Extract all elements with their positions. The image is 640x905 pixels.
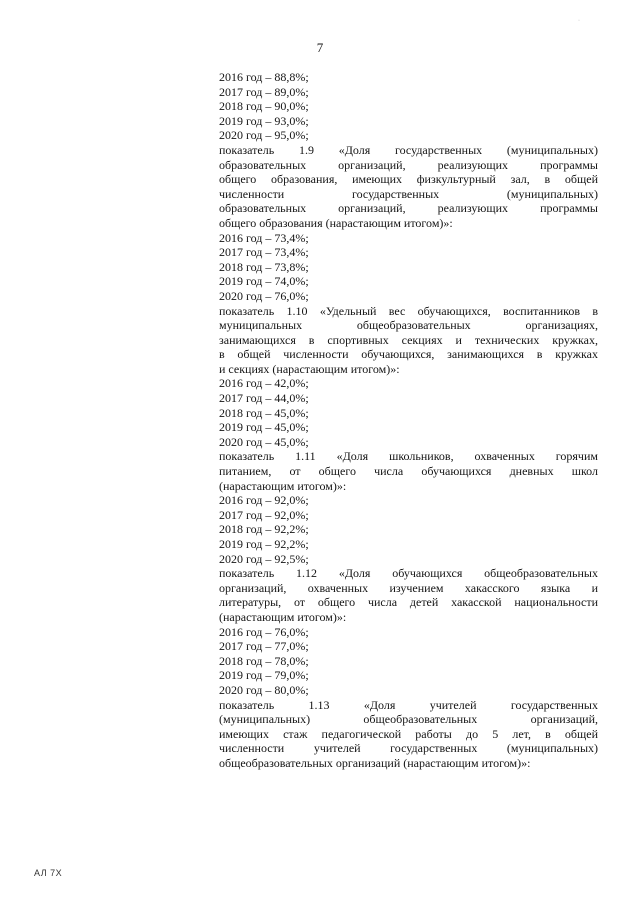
text-line: (нарастающим итогом)»: xyxy=(219,478,347,493)
year-value-line: 2020 год – 80,0%; xyxy=(219,682,309,697)
document-body xyxy=(219,70,598,771)
text-line: показатель 1.9 «Доля государственных (муниципальных) xyxy=(219,142,598,157)
text-line: и секциях (нарастающим итогом)»: xyxy=(219,361,400,376)
text-line: организаций, охваченных изучением хакасского языка и xyxy=(219,580,598,595)
year-value-line: 2016 год – 42,0%; xyxy=(219,376,309,391)
year-value-line: 2017 год – 92,0%; xyxy=(219,507,309,522)
year-value-line: 2020 год – 95,0%; xyxy=(219,128,309,143)
year-value-line: 2019 год – 74,0%; xyxy=(219,274,309,289)
text-line: общего образования, имеющих физкультурный зал, в общей xyxy=(219,172,598,187)
text-line: численности государственных (муниципальных) xyxy=(219,186,598,201)
year-value-line: 2017 год – 73,4%; xyxy=(219,245,309,260)
text-line: (муниципальных) общеобразовательных организаций, xyxy=(219,712,598,727)
text-line: образовательных организаций, реализующих программы xyxy=(219,157,598,172)
footer-code: АЛ 7Х xyxy=(34,868,63,878)
text-line: общеобразовательных организаций (нарастающим итогом)»: xyxy=(219,755,531,770)
text-line: питанием, от общего числа обучающихся дневных школ xyxy=(219,464,598,479)
text-line: показатель 1.11 «Доля школьников, охваченных горячим xyxy=(219,449,598,464)
year-value-line: 2018 год – 78,0%; xyxy=(219,653,309,668)
year-value-line: 2018 год – 92,2%; xyxy=(219,522,309,537)
text-line: общего образования (нарастающим итогом)»: xyxy=(219,215,453,230)
text-line: в общей численности обучающихся, занимающихся в кружках xyxy=(219,347,598,362)
text-line: показатель 1.10 «Удельный вес обучающихся, воспитанников в xyxy=(219,303,598,318)
year-value-line: 2017 год – 89,0%; xyxy=(219,84,309,99)
page-number: 7 xyxy=(316,40,324,55)
year-value-line: 2016 год – 88,8%; xyxy=(219,70,309,84)
text-line: занимающихся в спортивных секциях и технических кружках, xyxy=(219,332,598,347)
year-value-line: 2020 год – 92,5%; xyxy=(219,551,309,566)
year-value-line: 2019 год – 45,0%; xyxy=(219,420,309,435)
year-value-line: 2018 год – 45,0%; xyxy=(219,405,309,420)
year-value-line: 2019 год – 79,0%; xyxy=(219,668,309,683)
year-value-line: 2017 год – 44,0%; xyxy=(219,391,309,406)
text-line: (нарастающим итогом)»: xyxy=(219,609,347,624)
year-value-line: 2016 год – 92,0%; xyxy=(219,493,309,508)
year-value-line: 2018 год – 73,8%; xyxy=(219,259,309,274)
year-value-line: 2020 год – 76,0%; xyxy=(219,288,309,303)
text-line: литературы, от общего числа детей хакасской национальности xyxy=(219,595,598,610)
year-value-line: 2016 год – 73,4%; xyxy=(219,230,309,245)
text-line: показатель 1.13 «Доля учителей государственных xyxy=(219,697,598,712)
year-value-line: 2019 год – 92,2%; xyxy=(219,537,309,551)
corner-mark: · xyxy=(578,18,580,24)
text-line: численности учителей государственных (муниципальных) xyxy=(219,741,598,756)
year-value-line: 2017 год – 77,0%; xyxy=(219,639,309,654)
year-value-line: 2018 год – 90,0%; xyxy=(219,99,309,114)
text-line: муниципальных общеобразовательных организациях, xyxy=(219,318,598,333)
year-value-line: 2016 год – 76,0%; xyxy=(219,624,309,639)
text-line: имеющих стаж педагогической работы до 5 лет, в общей xyxy=(219,726,598,741)
year-value-line: 2020 год – 45,0%; xyxy=(219,434,309,449)
text-line: образовательных организаций, реализующих программы xyxy=(219,201,598,216)
year-value-line: 2019 год – 93,0%; xyxy=(219,113,309,128)
text-line: показатель 1.12 «Доля обучающихся общеобразовательных xyxy=(219,566,598,581)
